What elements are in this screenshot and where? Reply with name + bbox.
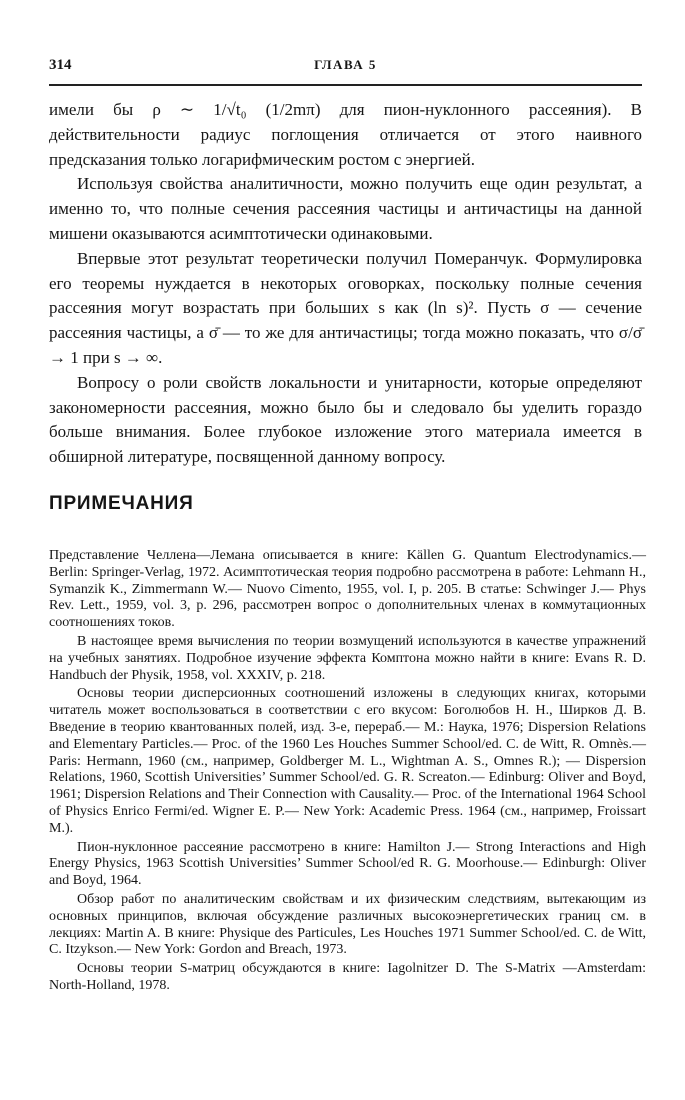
section-title: ПРИМЕЧАНИЯ bbox=[49, 493, 194, 514]
note-paragraph: Основы теории дисперсионных соотношений изложены в следующих книгах, которыми читатель может воспользоваться в соответствии с его вкусом: Боголюбов Н. Н., Ширков Д. В. Введение в теорию квантованных полей, изд. 3-е, перераб.— М.: Наука, 1976; Dispersion Relations and Elementary Particles.— Proc. of the 1960 Les Houches Summer School/ed. C. de Witt, R. Omnès.— Paris: Hermann, 1960 (см., например, Goldberger M. L., Wightman A. S., Omnes R.); — Dispersion Relations, 1960, Scottish Universities’ Summer School/ed. G. R. Screaton.— Edinburg: Oliver and Boyd, 1961; Dispersion Relations and Their Connection with Causality.— Proc. of the International 1964 School of Physics Enrico Fermi/ed. Wigner E. P.— New York: Academic Press. 1964 (см., например, Froissart M.). bbox=[49, 686, 646, 836]
paragraph-1-rest: В действительности радиус поглощения отличается от этого наивного предсказания только логарифмическим ростом с энергией. bbox=[49, 100, 643, 169]
header-rule bbox=[49, 84, 642, 86]
note-paragraph: Основы теории S-матриц обсуждаются в книге: Iagolnitzer D. The S-Matrix —Amsterdam: North-Holland, 1978. bbox=[49, 961, 646, 993]
note-paragraph: Пион-нуклонное рассеяние рассмотрено в книге: Hamilton J.— Strong Interactions and High Energy Physics, 1963 Scottish Universities’ Summer School/ed R. G. Moorhouse.— Edinburgh: Oliver and Boyd, 1964. bbox=[49, 839, 646, 889]
paragraph-1-line-1: имели бы ρ ∼ 1/√t₀ (1/2mπ) для пион-нуклонного рассеяния). bbox=[49, 100, 612, 119]
paragraph-3: Впервые этот результат теоретически получил Померанчук. Формулировка его теоремы нуждается в некоторых оговорках, поскольку полные сечения рассеяния могут возрастать при больших s как (ln s)². Пусть σ — сечение рассеяния частицы, a σ̄ — то же для античастицы; тогда можно показать, что σ/σ̄ → 1 при s → ∞. bbox=[49, 248, 642, 367]
note-paragraph: В настоящее время вычисления по теории возмущений используются в качестве упражнений на учебных занятиях. Подробное изучение эффекта Комптона можно найти в книге: Evans R. D. Handbuch der Physik, 1958, vol. XXXIV, p. 218. bbox=[49, 633, 646, 683]
page-number: 314 bbox=[49, 57, 72, 73]
paragraph-4: Вопросу о роли свойств локальности и унитарности, которые определяют закономерности рассеяния, можно было бы и следовало бы уделить гораздо больше внимания. Более глубокое изложение этого материала имеется в обширной литературе, посвященной данному вопросу. bbox=[49, 372, 642, 467]
running-head: ГЛАВА 5 bbox=[314, 57, 377, 72]
page-header bbox=[49, 57, 642, 87]
notes-section bbox=[49, 548, 646, 997]
note-paragraph: Обзор работ по аналитическим свойствам и их физическим следствиям, вытекающим из основных принципов, включая обсуждение различных высокоэнергетических границ см. в лекциях: Martin A. В книге: Physique des Particules, Les Houches 1971 Summer School/ed. C. de Witt, C. Itzykson.— New York: Gordon and Breach, 1973. bbox=[49, 891, 646, 958]
body-text bbox=[49, 98, 642, 470]
paragraph-continuation bbox=[49, 98, 642, 172]
note-paragraph: Представление Челлена—Лемана описывается в книге: Källen G. Quantum Electrodynamics.— Berlin: Springer-Verlag, 1972. Асимптотическая теория подробно рассмотрена в работе: Lehmann H., Symanzik K., Zimmermann W.— Nuovo Cimento, 1955, vol. I, p. 205. В статье: Schwinger J.— Phys Rev. Lett., 1959, vol. 3, p. 296, рассмотрен вопрос о дополнительных членах в коммутационных соотношениях токов. bbox=[49, 548, 646, 631]
paragraph-2: Используя свойства аналитичности, можно получить еще один результат, а именно то, что полные сечения рассеяния частицы и античастицы на данной мишени оказываются асимптотически одинаковыми. bbox=[49, 174, 642, 243]
